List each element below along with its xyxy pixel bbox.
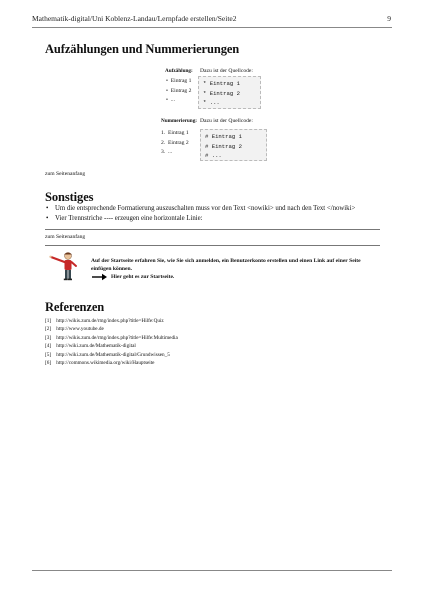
list-item: • Um die entsprechende Formatierung auszuschalten muss vor den Text <nowiki> und nach den Text </nowiki> [45, 204, 390, 214]
demo-horizontal-rule [45, 229, 380, 230]
section-heading-lists: Aufzählungen und Nummerierungen [45, 42, 240, 56]
code-line: # Eintrag 2 [205, 142, 242, 150]
numbered-item: 2. Eintrag 2 [161, 139, 189, 146]
numbered-demo-code-box [200, 129, 267, 161]
footer-rule [32, 570, 392, 571]
page-number: 9 [387, 14, 391, 23]
section-heading-refs: Referenzen [45, 300, 105, 314]
reference-link[interactable]: http://wiki.zum.de/Mathematik-digital [56, 343, 136, 350]
numbered-item: 1. Eintrag 1 [161, 130, 189, 136]
code-line: * Eintrag 2 [203, 89, 240, 97]
bullet-demo-label: Aufzählung: [165, 68, 193, 74]
reference-link[interactable]: http://commons.wikimedia.org/wiki/Hauptseite [56, 360, 155, 367]
numbered-demo-rendered-list [161, 129, 189, 158]
misc-list [45, 204, 390, 224]
reference-link[interactable]: http://www.youtube.de [56, 326, 104, 333]
numbered-demo-source-label: Dazu ist der Quellcode: [200, 118, 253, 124]
bullet-item: • Eintrag 2 [166, 87, 192, 94]
reference-link[interactable]: http://wikis.zum.de/rmg/index.php?title=Hilfe:Multimedia [56, 334, 178, 341]
top-link-1[interactable]: zum Seitenanfang [45, 171, 86, 177]
notice-text: Auf der Startseite erfahren Sie, wie Sie sich anmelden, ein Benutzerkonto erstellen und einen Link auf einer Seite einfügen können. [91, 258, 361, 272]
code-line: * ... [203, 99, 220, 107]
top-link-2[interactable]: zum Seitenanfang [45, 234, 86, 240]
presenter-figure-icon [47, 251, 87, 281]
bullet-demo-source-label: Dazu ist der Quellcode: [200, 68, 253, 74]
reference-item: [4] http://wiki.zum.de/Mathematik-digital [45, 343, 136, 350]
bullet-demo-rendered-list [166, 77, 191, 106]
section-heading-misc: Sonstiges [45, 190, 94, 204]
code-line: * Eintrag 1 [203, 80, 240, 87]
bullet-item: • ... [166, 97, 175, 104]
reference-link[interactable]: http://wikis.zum.de/rmg/index.php?title=Hilfe:Quiz [56, 318, 164, 324]
numbered-item: 3. ... [161, 149, 173, 156]
list-item: • Vier Trennstriche ---- erzeugen eine horizontale Linie: [45, 214, 390, 224]
reference-item: [2] http://www.youtube.de [45, 326, 104, 333]
reference-item: [6] http://commons.wikimedia.org/wiki/Hauptseite [45, 360, 155, 367]
reference-item: [1] http://wikis.zum.de/rmg/index.php?title=Hilfe:Quiz [45, 318, 164, 324]
reference-item: [5] http://wiki.zum.de/Mathematik-digital/Grundwissen_5 [45, 351, 170, 358]
startpage-link[interactable]: Hier geht es zur Startseite. [111, 274, 175, 280]
reference-link[interactable]: http://wiki.zum.de/Mathematik-digital/Grundwissen_5 [56, 351, 170, 358]
code-line: # ... [205, 152, 222, 160]
numbered-demo-label: Nummerierung: [161, 118, 198, 124]
running-header: Mathematik-digital/Uni Koblenz-Landau/Lernpfade erstellen/Seite2 [32, 14, 237, 23]
code-line: # Eintrag 1 [205, 133, 242, 140]
reference-item: [3] http://wikis.zum.de/rmg/index.php?title=Hilfe:Multimedia [45, 334, 178, 341]
header-rule [32, 27, 392, 28]
references-list [45, 317, 178, 367]
arrow-right-icon [92, 273, 108, 281]
section-divider [45, 245, 380, 246]
bullet-demo-code-box [198, 76, 261, 109]
bullet-item: • Eintrag 1 [166, 78, 192, 84]
